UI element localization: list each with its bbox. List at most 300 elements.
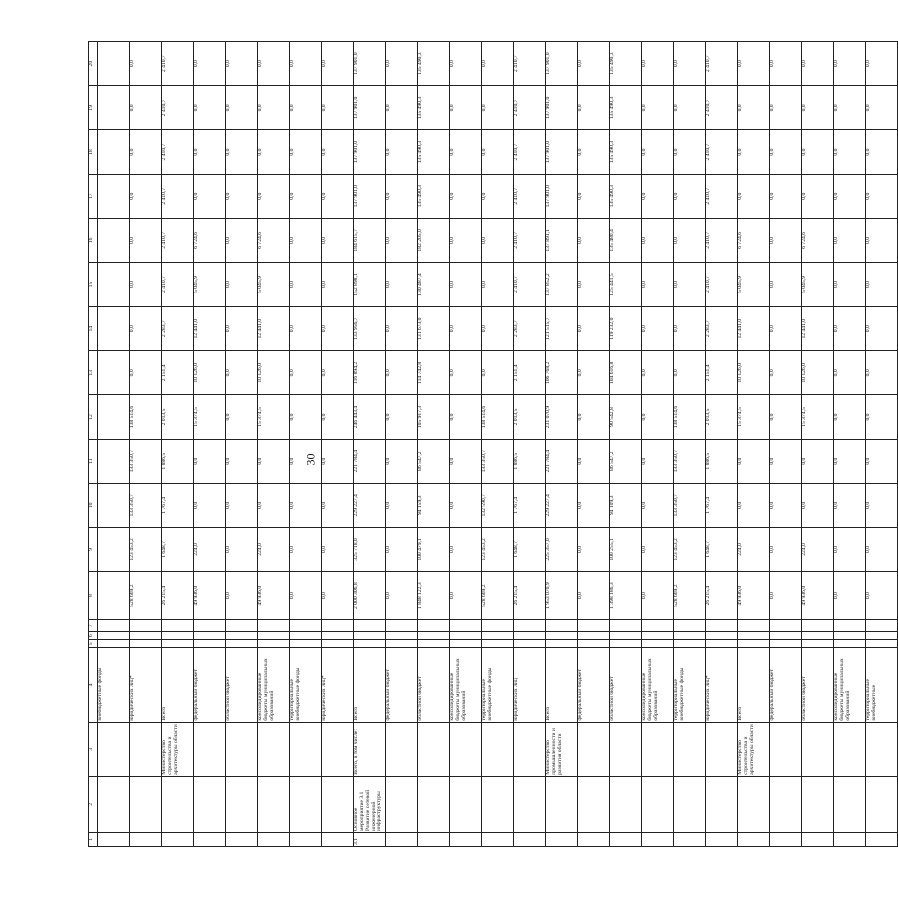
table-row bbox=[482, 42, 514, 847]
empty-cell bbox=[834, 620, 866, 632]
table-row bbox=[738, 42, 770, 847]
column-number-header: 1 bbox=[89, 832, 98, 846]
table-row bbox=[450, 42, 482, 847]
value-cell: 0,0 bbox=[866, 483, 898, 527]
value-cell: 121 515,7 bbox=[546, 307, 578, 351]
value-cell: 0,0 bbox=[578, 395, 610, 439]
value-cell: 0,0 bbox=[674, 174, 706, 218]
empty-cell bbox=[802, 620, 834, 632]
value-cell: 0,0 bbox=[130, 218, 162, 262]
empty-cell bbox=[866, 632, 898, 640]
value-cell: 15 374,5 bbox=[258, 395, 290, 439]
empty-cell bbox=[194, 632, 226, 640]
value-cell: 133 350,7 bbox=[674, 483, 706, 527]
value-cell: 2 410,7 bbox=[706, 86, 738, 130]
value-cell: 0,0 bbox=[450, 395, 482, 439]
value-cell: 49 936,0 bbox=[738, 572, 770, 620]
value-cell: 0,0 bbox=[578, 42, 610, 86]
value-cell: 0,0 bbox=[578, 307, 610, 351]
value-cell: 0,0 bbox=[578, 439, 610, 483]
row-label-c3 bbox=[802, 722, 834, 776]
value-cell: 2 283,7 bbox=[162, 307, 194, 351]
value-cell: 0,0 bbox=[802, 483, 834, 527]
value-cell: 0,0 bbox=[834, 527, 866, 571]
value-cell: 130 487,4 bbox=[418, 262, 450, 306]
value-cell: 0,0 bbox=[130, 262, 162, 306]
empty-cell bbox=[418, 632, 450, 640]
table-row bbox=[770, 42, 802, 847]
value-cell: 0,0 bbox=[386, 527, 418, 571]
value-cell: 138 514,6 bbox=[130, 395, 162, 439]
row-label-c3 bbox=[98, 722, 130, 776]
empty-cell bbox=[322, 632, 354, 640]
value-cell: 0,0 bbox=[578, 218, 610, 262]
value-cell: 0,0 bbox=[450, 130, 482, 174]
value-cell: 0,0 bbox=[578, 351, 610, 395]
value-cell: 0,0 bbox=[866, 572, 898, 620]
value-cell: 224,0 bbox=[738, 527, 770, 571]
table-row bbox=[642, 42, 674, 847]
row-label-c3 bbox=[130, 722, 162, 776]
row-label-c1 bbox=[514, 832, 546, 846]
value-cell: 0,0 bbox=[578, 527, 610, 571]
value-cell bbox=[98, 262, 130, 306]
value-cell: 0,0 bbox=[578, 262, 610, 306]
column-number-row bbox=[89, 42, 98, 847]
row-label-c4: областной бюджет bbox=[418, 648, 450, 722]
value-cell: 0,0 bbox=[386, 572, 418, 620]
value-cell: 0,0 bbox=[386, 218, 418, 262]
value-cell: 0,0 bbox=[770, 86, 802, 130]
value-cell: 1 648,7 bbox=[706, 527, 738, 571]
value-cell: 6 724,6 bbox=[258, 218, 290, 262]
row-label-c3 bbox=[610, 722, 642, 776]
value-cell: 12 441,0 bbox=[802, 307, 834, 351]
row-label-c2 bbox=[98, 776, 130, 832]
value-cell: 0,0 bbox=[642, 527, 674, 571]
value-cell: 94 109,3 bbox=[610, 483, 642, 527]
empty-cell bbox=[258, 640, 290, 648]
value-cell: 2 410,7 bbox=[514, 42, 546, 86]
row-label-c3 bbox=[226, 722, 258, 776]
row-label-c4: территориальные внебюджетные фонды bbox=[674, 648, 706, 722]
empty-cell bbox=[834, 632, 866, 640]
value-cell: 0,0 bbox=[386, 351, 418, 395]
row-label-c4: юридических лиц* bbox=[130, 648, 162, 722]
empty-cell bbox=[546, 620, 578, 632]
value-cell: 2 410,7 bbox=[706, 42, 738, 86]
value-cell: 0,0 bbox=[642, 42, 674, 86]
value-cell: 0,0 bbox=[290, 262, 322, 306]
value-cell: 0,0 bbox=[290, 130, 322, 174]
empty-cell bbox=[642, 632, 674, 640]
value-cell: 138 514,6 bbox=[482, 395, 514, 439]
row-label-c1 bbox=[322, 832, 354, 846]
value-cell: 0,0 bbox=[642, 439, 674, 483]
value-cell: 0,0 bbox=[866, 42, 898, 86]
value-cell: 1 767,4 bbox=[706, 483, 738, 527]
value-cell: 26 215,4 bbox=[162, 572, 194, 620]
value-cell: 137 901,0 bbox=[546, 174, 578, 218]
value-cell: 0,0 bbox=[290, 527, 322, 571]
row-label-c2 bbox=[834, 776, 866, 832]
value-cell: 0,0 bbox=[578, 130, 610, 174]
column-number-header: 4 bbox=[89, 648, 98, 722]
row-label-c2 bbox=[162, 776, 194, 832]
value-cell: 137 901,0 bbox=[354, 42, 386, 86]
value-cell: 0,0 bbox=[802, 86, 834, 130]
row-label-c3 bbox=[642, 722, 674, 776]
empty-cell bbox=[482, 632, 514, 640]
value-cell: 0,0 bbox=[738, 483, 770, 527]
value-cell: 0,0 bbox=[642, 307, 674, 351]
row-label-c2 bbox=[450, 776, 482, 832]
value-cell: 137 852,2 bbox=[546, 262, 578, 306]
value-cell: 0,0 bbox=[130, 307, 162, 351]
row-label-c4: консолидированные бюджеты муниципальных образований bbox=[834, 648, 866, 722]
row-label-c4: Всего bbox=[546, 648, 578, 722]
empty-cell bbox=[354, 640, 386, 648]
value-cell: 0,0 bbox=[642, 395, 674, 439]
empty-cell bbox=[130, 620, 162, 632]
value-cell: 2 410,7 bbox=[162, 42, 194, 86]
value-cell: 137 901,0 bbox=[546, 130, 578, 174]
row-label-c1 bbox=[866, 832, 898, 846]
value-cell: 0,0 bbox=[642, 86, 674, 130]
empty-cell bbox=[98, 640, 130, 648]
row-label-c4: юридических лиц* bbox=[322, 648, 354, 722]
value-cell: 0,0 bbox=[834, 86, 866, 130]
value-cell: 0,0 bbox=[322, 130, 354, 174]
value-cell: 0,0 bbox=[802, 42, 834, 86]
value-cell: 0,0 bbox=[450, 218, 482, 262]
value-cell: 0,0 bbox=[322, 174, 354, 218]
value-cell: 2 410,7 bbox=[706, 218, 738, 262]
value-cell: 0,0 bbox=[834, 351, 866, 395]
value-cell: 131 673,0 bbox=[418, 307, 450, 351]
value-cell: 0,0 bbox=[290, 572, 322, 620]
empty-cell bbox=[130, 632, 162, 640]
column-number-header: 8 bbox=[89, 572, 98, 620]
table-row bbox=[194, 42, 226, 847]
value-cell: 0,0 bbox=[738, 439, 770, 483]
value-cell bbox=[98, 42, 130, 86]
value-cell: 0,0 bbox=[226, 307, 258, 351]
table-row bbox=[802, 42, 834, 847]
empty-cell bbox=[386, 640, 418, 648]
value-cell: 0,0 bbox=[290, 42, 322, 86]
value-cell: 135 490,3 bbox=[418, 42, 450, 86]
value-cell: 0,0 bbox=[482, 218, 514, 262]
value-cell: 0,0 bbox=[674, 218, 706, 262]
value-cell: 229 227,4 bbox=[546, 483, 578, 527]
value-cell: 2 151,4 bbox=[162, 351, 194, 395]
row-label-c2 bbox=[610, 776, 642, 832]
value-cell: 15 374,5 bbox=[802, 395, 834, 439]
value-cell: 246 443,4 bbox=[354, 395, 386, 439]
value-cell: 0,0 bbox=[642, 174, 674, 218]
value-cell: 0,0 bbox=[578, 174, 610, 218]
value-cell: 0,0 bbox=[322, 307, 354, 351]
value-cell: 1 848 122,3 bbox=[418, 572, 450, 620]
empty-cell bbox=[258, 620, 290, 632]
value-cell: 0,0 bbox=[130, 86, 162, 130]
value-cell bbox=[98, 130, 130, 174]
value-cell: 0,0 bbox=[482, 262, 514, 306]
row-label-c2 bbox=[194, 776, 226, 832]
row-label-c4: федеральный бюджет bbox=[194, 648, 226, 722]
value-cell: 2 013,5 bbox=[706, 395, 738, 439]
value-cell: 123 453,2 bbox=[482, 527, 514, 571]
column-number-header: 13 bbox=[89, 351, 98, 395]
empty-cell bbox=[226, 620, 258, 632]
value-cell: 2 283,7 bbox=[514, 307, 546, 351]
value-cell: 2 151,4 bbox=[706, 351, 738, 395]
value-cell: 0,0 bbox=[866, 527, 898, 571]
value-cell: 182 205,0 bbox=[418, 218, 450, 262]
value-cell: 137 901,0 bbox=[354, 130, 386, 174]
value-cell: 0,0 bbox=[770, 42, 802, 86]
empty-cell bbox=[610, 632, 642, 640]
value-cell: 528 669,2 bbox=[674, 572, 706, 620]
row-label-c3 bbox=[834, 722, 866, 776]
value-cell: 0,0 bbox=[226, 86, 258, 130]
row-label-c4: консолидированные бюджеты муниципальных образований bbox=[642, 648, 674, 722]
value-cell: 1 953 070,9 bbox=[546, 572, 578, 620]
table-row bbox=[386, 42, 418, 847]
value-cell: 0,0 bbox=[322, 42, 354, 86]
empty-cell bbox=[514, 620, 546, 632]
value-cell: 132 590,7 bbox=[482, 483, 514, 527]
value-cell: 137 901,0 bbox=[354, 86, 386, 130]
value-cell: 528 669,2 bbox=[130, 572, 162, 620]
value-cell: 0,0 bbox=[194, 483, 226, 527]
value-cell: 0,0 bbox=[386, 483, 418, 527]
value-cell: 135 490,3 bbox=[418, 86, 450, 130]
value-cell: 0,0 bbox=[194, 439, 226, 483]
value-cell bbox=[98, 527, 130, 571]
value-cell: 224,0 bbox=[194, 527, 226, 571]
empty-cell bbox=[514, 632, 546, 640]
value-cell: 0,0 bbox=[770, 218, 802, 262]
value-cell: 138 514,6 bbox=[674, 395, 706, 439]
empty-cell bbox=[322, 640, 354, 648]
value-cell: 5 045,9 bbox=[738, 262, 770, 306]
value-cell: 94 159,3 bbox=[418, 483, 450, 527]
value-cell: 0,0 bbox=[290, 174, 322, 218]
empty-cell bbox=[482, 620, 514, 632]
empty-cell bbox=[98, 620, 130, 632]
value-cell: 0,0 bbox=[738, 174, 770, 218]
value-cell: 0,0 bbox=[322, 527, 354, 571]
value-cell: 225 357,0 bbox=[546, 527, 578, 571]
column-number-header: 14 bbox=[89, 307, 98, 351]
row-label-c4: областной бюджет bbox=[802, 648, 834, 722]
value-cell: 0,0 bbox=[386, 42, 418, 86]
empty-cell bbox=[418, 620, 450, 632]
value-cell: 0,0 bbox=[130, 174, 162, 218]
value-cell: 0,0 bbox=[642, 351, 674, 395]
value-cell: 2 410,7 bbox=[514, 130, 546, 174]
row-label-c2 bbox=[674, 776, 706, 832]
table-row bbox=[546, 42, 578, 847]
empty-cell bbox=[450, 640, 482, 648]
row-label-c4: территориальные внебюджетные фонды bbox=[482, 648, 514, 722]
row-label-c3 bbox=[258, 722, 290, 776]
empty-cell bbox=[866, 640, 898, 648]
row-label-c4: территориальные внебюджетные фонды bbox=[290, 648, 322, 722]
value-cell: 0,0 bbox=[450, 307, 482, 351]
value-cell: 0,0 bbox=[802, 130, 834, 174]
value-cell: 0,0 bbox=[450, 351, 482, 395]
value-cell: 0,0 bbox=[322, 439, 354, 483]
value-cell: 0,0 bbox=[386, 439, 418, 483]
row-label-c2 bbox=[578, 776, 610, 832]
row-label-c1 bbox=[674, 832, 706, 846]
row-label-c3 bbox=[578, 722, 610, 776]
value-cell: 2 410,7 bbox=[514, 86, 546, 130]
row-label-c3 bbox=[674, 722, 706, 776]
value-cell: 0,0 bbox=[450, 527, 482, 571]
value-cell: 0,0 bbox=[258, 86, 290, 130]
row-label-c1 bbox=[290, 832, 322, 846]
value-cell: 0,0 bbox=[642, 483, 674, 527]
column-number-header: 6 bbox=[89, 632, 98, 640]
value-cell: 0,0 bbox=[450, 86, 482, 130]
value-cell: 1 648,7 bbox=[514, 527, 546, 571]
value-cell: 0,0 bbox=[386, 130, 418, 174]
empty-cell bbox=[674, 620, 706, 632]
value-cell: 0,0 bbox=[226, 527, 258, 571]
value-cell: 0,0 bbox=[130, 130, 162, 174]
row-label-c3 bbox=[482, 722, 514, 776]
value-cell: 0,0 bbox=[482, 174, 514, 218]
value-cell: 2 151,4 bbox=[514, 351, 546, 395]
row-label-c2 bbox=[130, 776, 162, 832]
value-cell: 1 398 186,3 bbox=[610, 572, 642, 620]
row-label-c4: федеральный бюджет bbox=[386, 648, 418, 722]
value-cell: 1 767,4 bbox=[514, 483, 546, 527]
empty-cell bbox=[706, 620, 738, 632]
empty-cell bbox=[770, 640, 802, 648]
value-cell: 133 956,7 bbox=[354, 307, 386, 351]
value-cell: 224,0 bbox=[802, 527, 834, 571]
value-cell: 125 441,5 bbox=[610, 262, 642, 306]
empty-cell bbox=[386, 620, 418, 632]
value-cell: 0,0 bbox=[258, 42, 290, 86]
empty-cell bbox=[290, 620, 322, 632]
row-label-c4: Всего bbox=[738, 648, 770, 722]
row-label-c4: консолидированные бюджеты муниципальных образований bbox=[258, 648, 290, 722]
row-label-c4: территориальные внебюджетные bbox=[866, 648, 898, 722]
table-row bbox=[834, 42, 866, 847]
value-cell: 0,0 bbox=[866, 218, 898, 262]
value-cell: 12 441,0 bbox=[194, 307, 226, 351]
value-cell: 119 232,0 bbox=[610, 307, 642, 351]
empty-cell bbox=[450, 620, 482, 632]
row-label-c2 bbox=[258, 776, 290, 832]
value-cell: 137 901,0 bbox=[546, 42, 578, 86]
value-cell: 0,0 bbox=[290, 218, 322, 262]
empty-cell bbox=[546, 640, 578, 648]
empty-cell bbox=[514, 640, 546, 648]
row-label-c1 bbox=[738, 832, 770, 846]
value-cell: 0,0 bbox=[834, 483, 866, 527]
row-label-c2 bbox=[226, 776, 258, 832]
value-cell bbox=[98, 307, 130, 351]
value-cell: 12 441,0 bbox=[738, 307, 770, 351]
value-cell: 1 886,5 bbox=[514, 439, 546, 483]
value-cell: 0,0 bbox=[834, 395, 866, 439]
column-number-header: 19 bbox=[89, 86, 98, 130]
value-cell: 0,0 bbox=[674, 262, 706, 306]
value-cell: 0,0 bbox=[834, 307, 866, 351]
value-cell: 49 936,0 bbox=[258, 572, 290, 620]
value-cell: 0,0 bbox=[226, 218, 258, 262]
row-label-c4: Всего bbox=[162, 648, 194, 722]
row-label-c3 bbox=[706, 722, 738, 776]
empty-cell bbox=[706, 640, 738, 648]
value-cell: 10 126,0 bbox=[738, 351, 770, 395]
value-cell: 0,0 bbox=[834, 174, 866, 218]
empty-cell bbox=[578, 632, 610, 640]
value-cell bbox=[98, 351, 130, 395]
value-cell: 135 480,4 bbox=[610, 218, 642, 262]
value-cell: 2 410,7 bbox=[706, 174, 738, 218]
value-cell: 0,0 bbox=[770, 130, 802, 174]
row-label-c3 bbox=[194, 722, 226, 776]
value-cell: 26 215,4 bbox=[514, 572, 546, 620]
row-label-c3 bbox=[866, 722, 898, 776]
value-cell bbox=[98, 572, 130, 620]
value-cell: 0,0 bbox=[674, 86, 706, 130]
empty-cell bbox=[770, 620, 802, 632]
value-cell: 100 255,1 bbox=[610, 527, 642, 571]
value-cell: 0,0 bbox=[322, 262, 354, 306]
row-label-c1 bbox=[386, 832, 418, 846]
empty-cell bbox=[354, 620, 386, 632]
empty-cell bbox=[834, 640, 866, 648]
empty-cell bbox=[162, 640, 194, 648]
table-row bbox=[322, 42, 354, 847]
value-cell: 0,0 bbox=[770, 351, 802, 395]
table-row bbox=[162, 42, 194, 847]
value-cell: 0,0 bbox=[674, 307, 706, 351]
row-label-c1 bbox=[770, 832, 802, 846]
value-cell: 0,0 bbox=[226, 483, 258, 527]
row-label-c2 bbox=[642, 776, 674, 832]
table-row bbox=[290, 42, 322, 847]
row-label-c1 bbox=[130, 832, 162, 846]
row-label-c2 bbox=[322, 776, 354, 832]
row-label-c1 bbox=[418, 832, 450, 846]
value-cell: 0,0 bbox=[322, 572, 354, 620]
budget-table bbox=[88, 41, 898, 847]
value-cell: 0,0 bbox=[834, 218, 866, 262]
empty-cell bbox=[290, 640, 322, 648]
value-cell: 0,0 bbox=[866, 86, 898, 130]
value-cell: 0,0 bbox=[738, 86, 770, 130]
value-cell: 15 374,5 bbox=[194, 395, 226, 439]
value-cell: 137 901,0 bbox=[354, 174, 386, 218]
value-cell: 0,0 bbox=[802, 174, 834, 218]
row-label-c4: федеральный бюджет bbox=[578, 648, 610, 722]
empty-cell bbox=[194, 640, 226, 648]
table-row bbox=[98, 42, 130, 847]
value-cell: 133 350,7 bbox=[130, 439, 162, 483]
empty-cell bbox=[290, 632, 322, 640]
value-cell: 0,0 bbox=[450, 262, 482, 306]
